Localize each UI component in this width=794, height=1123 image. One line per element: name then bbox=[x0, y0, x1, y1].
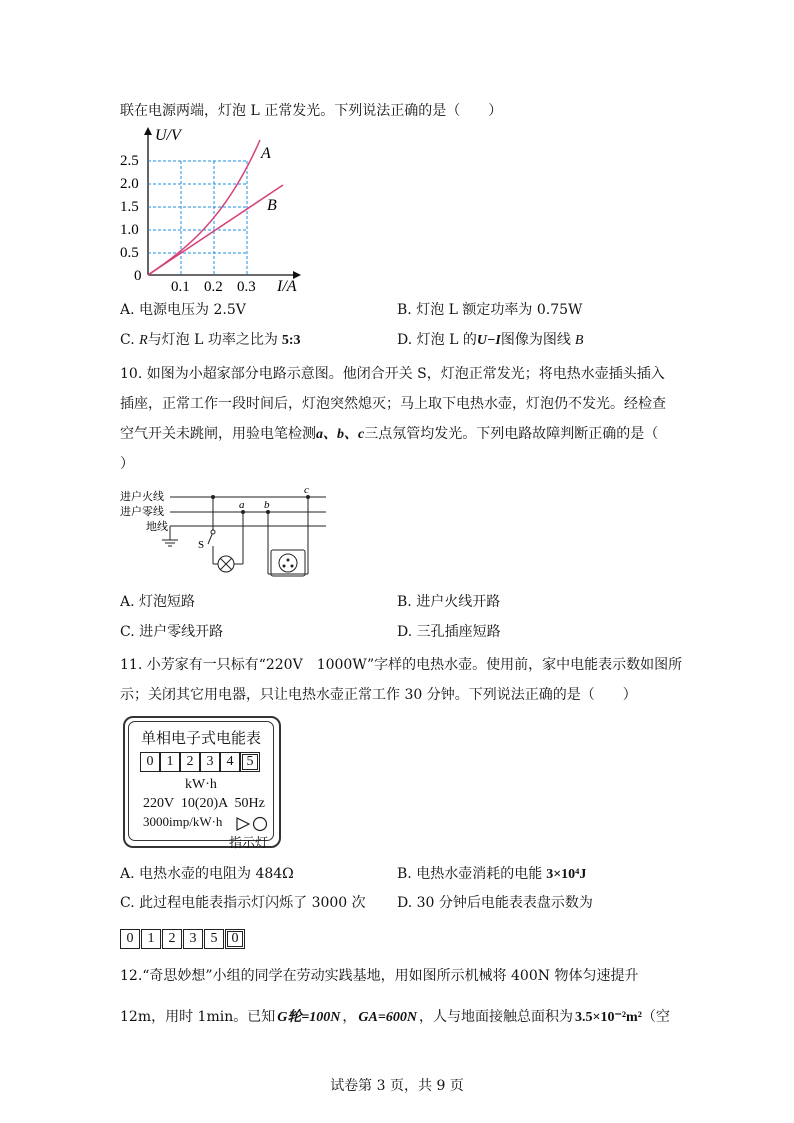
neutral-wire-label: 进户零线 bbox=[120, 506, 164, 518]
meter-unit: kW·h bbox=[185, 777, 217, 792]
q9-stem-tail: 联在电源两端，灯泡 L 正常发光。下列说法正确的是（ ） bbox=[120, 103, 503, 119]
ground-wire-label: 地线 bbox=[146, 521, 168, 533]
indicator-icon bbox=[235, 816, 271, 832]
y-tick: 1.0 bbox=[120, 222, 139, 238]
q11-line2: 示；关闭其它用电器，只让电热水壶正常工作 30 分钟。下列说法正确的是（ ） bbox=[120, 687, 637, 703]
energy-meter bbox=[123, 716, 281, 851]
y-tick: 2.5 bbox=[120, 153, 139, 169]
switch-label: S bbox=[198, 539, 205, 551]
q9-ui-graph bbox=[115, 125, 315, 295]
q10-option-d: D. 三孔插座短路 bbox=[397, 624, 501, 640]
meter-digit: 0 bbox=[140, 752, 160, 772]
answer-digit: 2 bbox=[162, 929, 182, 949]
q10-option-b: B. 进户火线开路 bbox=[397, 594, 501, 610]
point-b-label: b bbox=[264, 499, 270, 511]
q9-option-b: B. 灯泡 L 额定功率为 0.75W bbox=[397, 302, 583, 318]
q10-line1: 10. 如图为小超家部分电路示意图。他闭合开关 S，灯泡正常发光；将电热水壶插头插入 bbox=[120, 366, 665, 382]
x-tick: 0.1 bbox=[171, 279, 190, 295]
answer-digit-decimal: 0 bbox=[225, 929, 245, 949]
origin-label: 0 bbox=[134, 268, 142, 284]
meter-digit-decimal: 5 bbox=[240, 752, 260, 772]
q11-option-a: A. 电热水壶的电阻为 484Ω bbox=[120, 866, 294, 882]
point-c-label: c bbox=[304, 484, 309, 496]
q9-option-d: D. 灯泡 L 的U−I图像为图线 B bbox=[397, 332, 584, 348]
curve-b-label: B bbox=[267, 197, 277, 214]
x-tick: 0.3 bbox=[237, 279, 256, 295]
x-tick: 0.2 bbox=[204, 279, 223, 295]
answer-digit: 0 bbox=[120, 929, 140, 949]
live-wire-label: 进户火线 bbox=[120, 491, 164, 503]
y-tick: 0.5 bbox=[120, 245, 139, 261]
meter-spec: 220V 10(20)A 50Hz bbox=[143, 796, 265, 811]
meter-digit: 2 bbox=[180, 752, 200, 772]
q10-line3: 空气开关未跳闸，用验电笔检测a、b、c三点氖管均发光。下列电路故障判断正确的是（ bbox=[120, 426, 659, 442]
q10-option-a: A. 灯泡短路 bbox=[120, 594, 196, 610]
q10-circuit-diagram bbox=[118, 484, 330, 584]
curve-a-label: A bbox=[261, 145, 271, 162]
q10-line4: ） bbox=[120, 456, 134, 472]
meter-digit: 1 bbox=[160, 752, 180, 772]
q12-line1: 12.“奇思妙想”小组的同学在劳动实践基地，用如图所示机械将 400N 物体匀速提升 bbox=[120, 968, 639, 984]
answer-digit: 5 bbox=[204, 929, 224, 949]
answer-digit: 3 bbox=[183, 929, 203, 949]
q11-option-c: C. 此过程电能表指示灯闪烁了 3000 次 bbox=[120, 895, 366, 911]
meter-digit: 4 bbox=[220, 752, 240, 772]
q9-option-c: C. R与灯泡 L 功率之比为 5:3 bbox=[120, 332, 301, 348]
q12-line2: 12m，用时 1min。已知 G轮=100N ， GA=600N ，人与地面接触总面积为 3.5×10⁻²m²（空 bbox=[120, 1009, 670, 1025]
point-a-label: a bbox=[239, 499, 245, 511]
x-axis-label: I/A bbox=[277, 278, 297, 295]
meter-digit: 3 bbox=[200, 752, 220, 772]
answer-digit: 1 bbox=[141, 929, 161, 949]
q10-line2: 插座，正常工作一段时间后，灯泡突然熄灭；马上取下电热水壶，灯泡仍不发光。经检查 bbox=[120, 396, 666, 412]
q10-option-c: C. 进户零线开路 bbox=[120, 624, 224, 640]
q11-option-d: D. 30 分钟后电能表表盘示数为 bbox=[397, 895, 593, 911]
indicator-label: 指示灯 bbox=[229, 836, 269, 851]
y-tick: 1.5 bbox=[120, 199, 139, 215]
y-tick: 2.0 bbox=[120, 176, 139, 192]
q11-option-b: B. 电热水壶消耗的电能 3×10⁴J bbox=[397, 866, 587, 882]
q11-line1: 11. 小芳家有一只标有“220V 1000W”字样的电热水壶。使用前，家中电能表示数如图所 bbox=[120, 657, 683, 673]
meter-title: 单相电子式电能表 bbox=[140, 729, 261, 747]
meter-imp: 3000imp/kW·h bbox=[143, 814, 223, 829]
y-axis-label: U/V bbox=[155, 127, 181, 144]
page-footer: 试卷第 3 页，共 9 页 bbox=[330, 1078, 464, 1094]
q9-option-a: A. 电源电压为 2.5V bbox=[120, 302, 246, 318]
